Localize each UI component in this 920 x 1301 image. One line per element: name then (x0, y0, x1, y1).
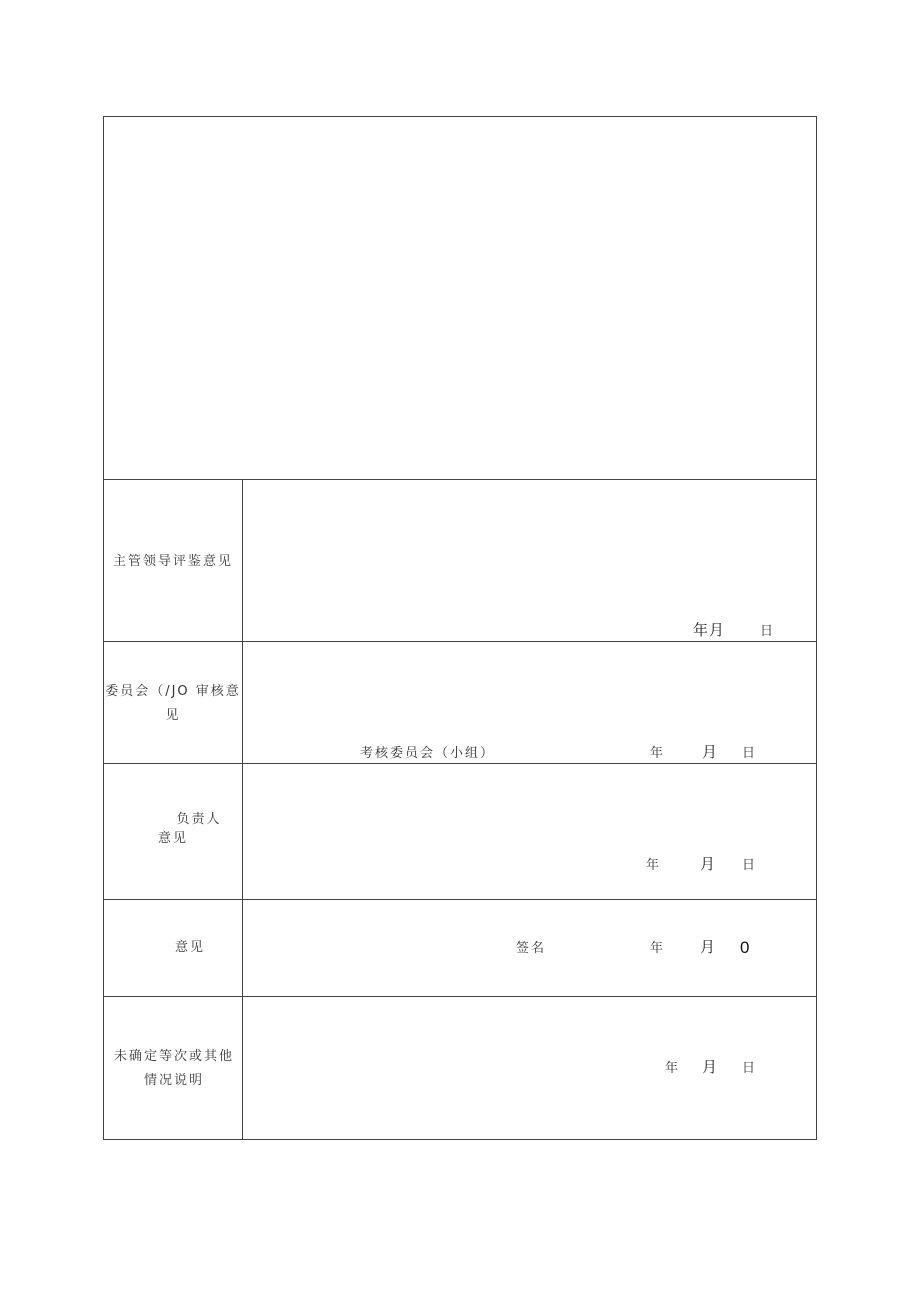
opinion-date-year: 年 (650, 941, 666, 956)
opinion-label: 意见 (174, 940, 205, 955)
opinion-date-month: 月 (700, 938, 717, 956)
other-label-line2: 情况说明 (143, 1073, 204, 1088)
head-opinion-field[interactable] (243, 764, 816, 899)
committee-label-line2: 见 (165, 708, 181, 723)
committee-review-field[interactable] (243, 642, 816, 763)
other-date-day: 日 (742, 1061, 758, 1076)
committee-label-line1: 委员会（/JO 审核意 (105, 684, 241, 699)
head-label-line2: 意见 (158, 831, 189, 846)
leader-date-day: 日 (760, 624, 776, 639)
head-date-year: 年 (646, 858, 662, 873)
leader-opinion-label: 主管领导评鉴意见 (112, 554, 233, 569)
opinion-sign-label: 签名 (516, 941, 547, 956)
head-label-line1: 负责人 (176, 812, 222, 827)
committee-date-month: 月 (702, 743, 719, 761)
committee-date-year: 年 (650, 746, 666, 761)
other-label-line1: 未确定等次或其他 (113, 1049, 234, 1064)
head-date-month: 月 (700, 855, 717, 873)
other-explanation-field[interactable] (243, 997, 816, 1139)
other-explanation-label (104, 1045, 244, 1093)
committee-signer: 考核委员会（小组） (360, 746, 496, 761)
opinion-date-day: 0 (740, 938, 752, 957)
leader-opinion-field[interactable] (243, 480, 816, 641)
head-date-day: 日 (742, 858, 758, 873)
other-date-month: 月 (702, 1058, 719, 1076)
other-date-year: 年 (665, 1061, 681, 1076)
committee-review-label (104, 680, 242, 728)
leader-date-year-month: 年月 (693, 621, 726, 639)
committee-date-day: 日 (742, 746, 758, 761)
top-blank-area[interactable] (104, 117, 816, 479)
